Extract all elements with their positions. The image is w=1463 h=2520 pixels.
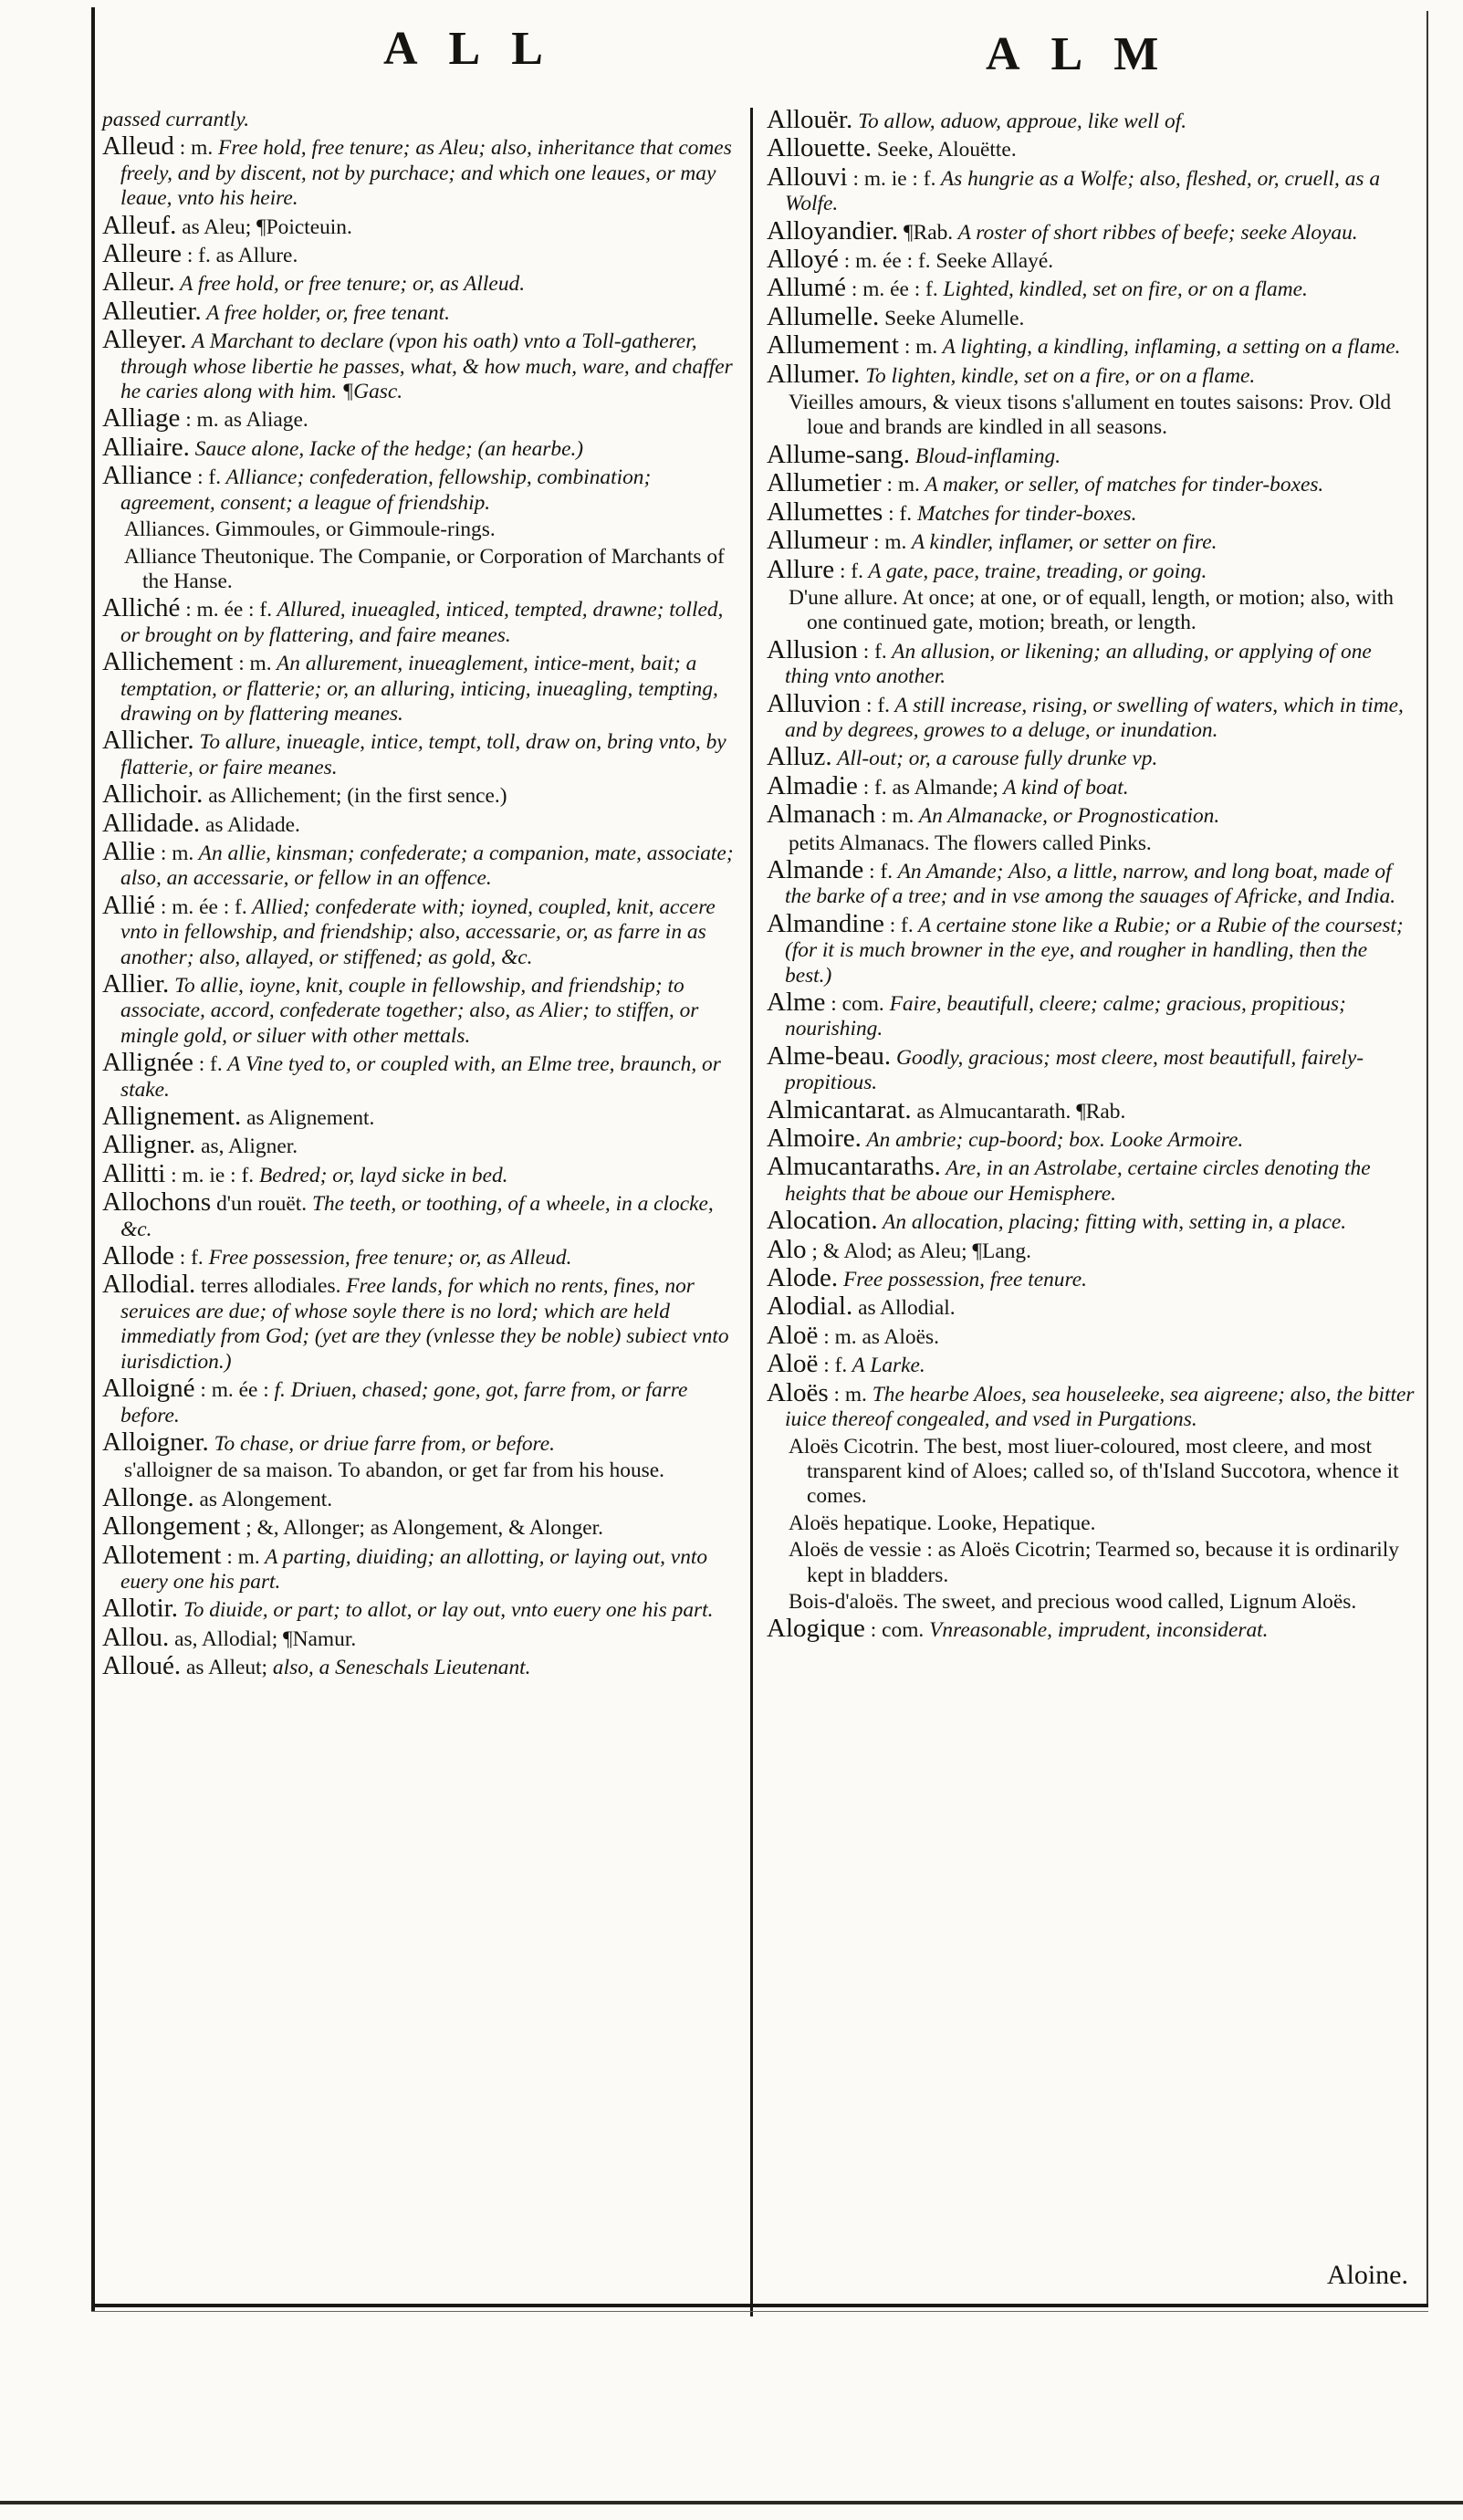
dictionary-entry (767, 391, 1419, 441)
dictionary-entry (767, 330, 1419, 361)
entry-definition: A parting, diuiding; an allotting, or laying out, vnto euery one his part. (120, 1544, 708, 1594)
dictionary-entry (767, 554, 1419, 584)
entry-headword: Allongement (102, 1511, 241, 1542)
entry-headword: Allié (102, 890, 155, 920)
entry-grammar: as Allichement; (in the first sence.) (203, 784, 507, 809)
entry-definition: Lighted, kindled, set on fire, or on a flame. (937, 277, 1308, 302)
dictionary-entry (767, 1538, 1419, 1588)
entry-definition: Free possession, free tenure. (838, 1268, 1087, 1292)
dictionary-entry (767, 468, 1419, 498)
entry-headword: Allouette. (767, 133, 873, 163)
dictionary-entry (767, 273, 1419, 303)
entry-headword: Allignement. (102, 1102, 242, 1132)
entry-grammar: terres allodiales. (195, 1274, 341, 1299)
dictionary-entry (102, 779, 741, 810)
dictionary-entry (767, 162, 1419, 217)
entry-definition: Allured, inueagled, inticed, tempted, drawne; tolled, or brought on by flattering, and faire meanes. (120, 598, 724, 647)
dictionary-entry (767, 990, 1419, 1042)
dictionary-entry (767, 1435, 1419, 1510)
entry-definition: A kind of boat. (998, 775, 1129, 800)
entry-headword: Allichement (102, 647, 234, 677)
dictionary-entry (767, 497, 1419, 527)
dictionary-entry (767, 802, 1419, 829)
entry-grammar: : f. as Allure. (181, 244, 298, 268)
entry-grammar: de sa maison. (212, 1459, 333, 1483)
entry-grammar: : f. (192, 465, 222, 490)
left-column (102, 108, 741, 1683)
dictionary-entry (767, 908, 1419, 988)
entry-definition: The hearbe Aloes, sea houseleeke, sea aigreene; also, the bitter iuice thereof congealed, and vsed in Purgations. (785, 1382, 1415, 1432)
entry-headword: Alleutier. (102, 296, 202, 326)
entry-grammar: d'un rouët. (211, 1192, 308, 1217)
entry-definition: All-out; or, a carouse fully drunke vp. (831, 747, 1158, 771)
entry-definition: Looke, Hepatique. (932, 1511, 1096, 1535)
dictionary-entry (102, 403, 741, 434)
dictionary-entry (767, 1126, 1419, 1153)
entry-headword: Allodial. (102, 1270, 196, 1300)
entry-headword: Allumer. (767, 359, 861, 389)
dictionary-entry (102, 1540, 741, 1595)
entry-headword: Almicantarat. (767, 1094, 912, 1124)
entry-definition: To allie, ioyne, knit, couple in fellowship, and friendship; to associate, accord, confederate together; also, as Alier; to stiffen, or mingle gold, or siluer with other mettals. (120, 974, 699, 1048)
dictionary-entry (102, 1482, 741, 1512)
entry-definition: At once; at one, or of equall, length, or motion; also, with one continued gate, motion; breath, or length. (807, 585, 1394, 635)
entry-grammar: Seeke Alumelle. (879, 306, 1025, 330)
entry-headword: Alleur. (102, 267, 175, 298)
entry-definition: The Companie, or Corporation of Marchants of the Hanse. (142, 544, 725, 593)
dictionary-entry (102, 593, 741, 648)
entry-definition: To abandon, or get far from his house. (332, 1459, 664, 1483)
dictionary-entry (767, 1094, 1419, 1124)
entry-headword: Aloës (789, 1511, 839, 1535)
dictionary-entry (767, 1152, 1419, 1207)
entry-headword: Alme-beau. (767, 1040, 892, 1071)
entry-headword: Allusion (767, 634, 858, 664)
entry-definition: A Larke. (847, 1354, 925, 1378)
dictionary-entry (102, 239, 741, 269)
entry-headword: Allumé (767, 273, 846, 303)
dictionary-entry (767, 247, 1419, 274)
entry-definition: A Vine tyed to, or coupled with, an Elme tree, braunch, or stake. (120, 1052, 721, 1102)
entry-headword: Alloué. (102, 1651, 182, 1681)
entry-definition: The sweet, and precious wood called, Lignum Aloës. (898, 1589, 1357, 1614)
entry-headword: Allonge. (102, 1482, 194, 1512)
entry-grammar: Vieilles amours, & vieux tisons s'allument en toutes saisons: Prov. (789, 391, 1354, 415)
entry-definition: Gimmoules, or Gimmoule-rings. (210, 518, 496, 542)
entry-headword: Allode (102, 1241, 174, 1271)
dictionary-entry (102, 647, 741, 727)
dictionary-entry (767, 215, 1419, 246)
entry-headword: Alliances. (124, 518, 211, 542)
dictionary-entry (767, 1349, 1419, 1379)
dictionary-entry (767, 1291, 1419, 1322)
entry-definition: also, a Seneschals Lieutenant. (267, 1656, 531, 1680)
dictionary-entry (102, 108, 741, 132)
entry-definition: An allie, kinsman; confederate; a companion, mate, associate; also, an accessarie, or fellow in an offence. (120, 841, 734, 891)
dictionary-entry (102, 432, 741, 462)
entry-headword: Aloës Cicotrin. (789, 1434, 919, 1459)
entry-grammar: : m. (221, 1544, 260, 1569)
dictionary-entry (767, 742, 1419, 772)
entry-headword: Alliage (102, 403, 181, 434)
entry-headword: Alligner. (102, 1130, 196, 1160)
entry-headword: Alocation. (767, 1206, 878, 1236)
entry-definition: Sauce alone, Iacke of the hedge; (an hearbe.) (189, 436, 584, 461)
entry-headword: Allie (102, 836, 155, 866)
entry-grammar: : m. (868, 530, 907, 555)
entry-headword: Aloë (767, 1349, 819, 1379)
entry-grammar: : m. (875, 804, 914, 829)
entry-grammar: : m. (155, 841, 194, 865)
entry-grammar: as Alongement. (193, 1487, 333, 1511)
entry-headword: Allitti (102, 1158, 166, 1188)
entry-grammar: : f. (863, 859, 893, 884)
entry-grammar: : m. ie : f. (165, 1163, 255, 1187)
dictionary-entry (102, 1130, 741, 1160)
entry-headword: Almoire. (767, 1124, 862, 1154)
entry-grammar: : as Aloës Cicotrin; (921, 1538, 1092, 1563)
entry-definition: A still increase, rising, or swelling of waters, which in time, and by degrees, growes to a deluge, or inundation. (785, 693, 1404, 742)
dictionary-entry (767, 1377, 1419, 1433)
entry-grammar: : m. ie : f. (847, 166, 936, 191)
right-column (767, 105, 1419, 1646)
entry-grammar: : m. (898, 335, 938, 360)
entry-headword: Aloë (767, 1320, 819, 1350)
entry-headword: Alluz. (767, 742, 832, 772)
entry-grammar: : m. ée : f. (155, 894, 247, 919)
entry-headword: Allumettes (767, 497, 883, 527)
dictionary-entry (102, 1511, 741, 1542)
entry-headword: Almandine (767, 908, 884, 938)
entry-grammar: : com. (825, 992, 884, 1016)
entry-grammar: ; &, Allonger; as Alongement, & Alonger. (240, 1516, 604, 1541)
entry-grammar: : m. (881, 473, 920, 497)
entry-definition: Allied; confederate with; ioyned, coupled, knit, accere vnto in fellowship, and friendship; also, accessarie, or, as farre in as another; also, allayed, or stiffened; as gold, &c. (120, 894, 716, 969)
dictionary-entry (102, 728, 741, 780)
dictionary-entry (767, 1234, 1419, 1264)
entry-definition: Free lands, for which no rents, fines, nor seruices are due; of whose soyle there is no lord; which are held immediatly from God; (yet are they (vnlesse they be noble) subiect vnto iurisdiction.) (120, 1274, 729, 1374)
entry-grammar: : f. (857, 639, 887, 664)
entry-headword: Alliance (102, 461, 193, 491)
entry-headword: Allichoir. (102, 779, 204, 810)
entry-definition: Old loue and brands are kindled in all seasons. (807, 391, 1392, 440)
entry-definition: To allow, aduow, approue, like well of. (852, 110, 1187, 133)
entry-headword: Alloyé (767, 245, 839, 275)
entry-definition: To lighten, kindle, set on a fire, or on a flame. (860, 363, 1256, 388)
entry-definition: The flowers called Pinks. (929, 831, 1152, 855)
entry-grammar: as Aleu; ¶Poicteuin. (176, 214, 352, 239)
dictionary-entry (102, 545, 741, 595)
entry-definition: A certaine stone like a Rubie; or a Rubie of the coursest; (for it is much browner in the eye, and rougher in handling, then the best.) (785, 913, 1404, 988)
entry-definition: passed currantly. (102, 108, 250, 131)
entry-headword: Allumement (767, 330, 899, 361)
entry-definition: A roster of short ribbes of beefe; seeke Aloyau. (953, 220, 1358, 245)
dictionary-entry (767, 359, 1419, 389)
dictionary-entry (102, 1622, 741, 1652)
dictionary-entry (767, 1263, 1419, 1293)
dictionary-entry (767, 1616, 1419, 1643)
entry-definition: Matches for tinder-boxes. (912, 501, 1137, 526)
entry-headword: Alode. (767, 1263, 839, 1293)
entry-definition: Bedred; or, layd sicke in bed. (254, 1163, 508, 1187)
entry-grammar: as Alleut; (181, 1656, 268, 1680)
dictionary-entry (102, 969, 741, 1049)
entry-definition: An Almanacke, or Prognostication. (914, 804, 1220, 829)
dictionary-entry (767, 688, 1419, 744)
entry-headword: Allumetier (767, 468, 882, 498)
dictionary-entry (102, 1596, 741, 1623)
entry-grammar: hepatique. (838, 1511, 933, 1535)
entry-definition: To allure, inueagle, intice, tempt, toll, draw on, bring vnto, by flatterie, or faire meanes. (120, 730, 726, 779)
running-head-left: ALL (383, 23, 574, 75)
entry-headword: Alliché (102, 593, 181, 623)
entry-grammar: : m. (828, 1382, 867, 1406)
dictionary-entry (767, 1511, 1419, 1536)
entry-definition: A free holder, or, free tenant. (201, 300, 450, 325)
entry-headword: Alme (767, 988, 826, 1017)
entry-headword: Almucantaraths. (767, 1152, 941, 1182)
dictionary-entry (767, 528, 1419, 555)
entry-grammar: as, Aligner. (195, 1135, 298, 1159)
catchword: Aloine. (1326, 2260, 1408, 2290)
entry-headword: Alogique (767, 1614, 865, 1644)
entry-definition: A lighting, a kindling, inflaming, a setting on a flame. (937, 335, 1401, 360)
entry-headword: s'alloigner (124, 1459, 213, 1483)
entry-grammar: : f. (883, 501, 913, 526)
entry-definition: An allurement, inueaglement, intice-ment, bait; a temptation, or flatterie; or, an alluring, inticing, inueagling, tempting, drawing on by flattering meanes. (120, 652, 718, 726)
bottom-border-rule (91, 2304, 1428, 2307)
entry-grammar: : m. (233, 652, 272, 676)
dictionary-entry (767, 634, 1419, 690)
dictionary-entry (767, 439, 1419, 469)
entry-definition: An ambrie; cup-boord; box. Looke Armoire. (861, 1128, 1244, 1153)
entry-definition: The teeth, or toothing, of a wheele, in a clocke, &c. (120, 1192, 714, 1241)
entry-headword: Alleure (102, 239, 182, 269)
dictionary-entry (102, 296, 741, 326)
entry-grammar: : f. (193, 1052, 223, 1077)
entry-definition: Bloud-inflaming. (910, 444, 1061, 468)
entry-definition: An allocation, placing; fitting with, setting in, a place. (877, 1210, 1347, 1235)
entry-grammar: ¶Rab. (898, 220, 954, 245)
entry-headword: Alleuf. (102, 210, 177, 240)
entry-headword: Alluvion (767, 688, 862, 718)
entry-grammar: : m. ée : (194, 1378, 269, 1403)
entry-headword: D'une allure. (789, 585, 898, 610)
entry-headword: Allure (767, 554, 835, 584)
dictionary-entry (767, 586, 1419, 636)
entry-headword: Allignée (102, 1048, 193, 1078)
entry-headword: Alodial. (767, 1291, 853, 1322)
entry-definition: Vnreasonable, imprudent, inconsiderat. (924, 1618, 1269, 1643)
entry-headword: Aloës (767, 1377, 829, 1407)
running-head-right: ALM (986, 28, 1190, 80)
entry-definition: The best, most liuer-coloured, most cleere, and most transparent kind of Aloes; called so, of th'Island Succotora, whence it comes. (807, 1434, 1399, 1509)
dictionary-entry (767, 1040, 1419, 1096)
entry-headword: Alloyandier. (767, 215, 899, 246)
entry-headword: Allier. (102, 969, 170, 999)
dictionary-entry (102, 1651, 741, 1681)
entry-headword: Almande (767, 854, 864, 884)
entry-grammar: : f. (883, 913, 914, 937)
dictionary-entry (767, 1590, 1419, 1615)
entry-headword: Allochons (102, 1187, 212, 1218)
bottom-border-rule-thin (91, 2311, 1428, 2312)
entry-headword: Allouër. (767, 105, 853, 134)
dictionary-entry (102, 461, 741, 516)
entry-definition: A Marchant to declare (vpon his oath) vnto a Toll-gatherer, through whose libertie he passes, what, & how much, ware, and chaffer he caries along with him. ¶Gasc. (120, 329, 733, 404)
entry-definition: An Amande; Also, a little, narrow, and long boat, made of the barke of a tree; and in vse among the sauages of Africke, and India. (785, 859, 1396, 909)
entry-definition: Faire, beautifull, cleere; calme; gracious, propitious; nourishing. (785, 992, 1346, 1041)
entry-headword: Alliance Theutonique. (124, 544, 315, 569)
entry-definition: Alliance; confederation, fellowship, combination; agreement, consent; a league of friendship. (120, 465, 652, 515)
entry-grammar: : f. (173, 1246, 204, 1270)
right-border-rule (1426, 11, 1428, 2306)
dictionary-entry (767, 770, 1419, 800)
entry-headword: Allumeur (767, 526, 869, 556)
entry-headword: Alloigner. (102, 1427, 209, 1457)
column-divider-rule (750, 108, 753, 2316)
entry-definition: To diuide, or part; to allot, or lay out, vnto euery one his part. (177, 1598, 714, 1623)
dictionary-entry (102, 1048, 741, 1103)
dictionary-entry (102, 1376, 741, 1428)
entry-grammar: : com. (864, 1618, 925, 1643)
dictionary-entry (102, 1427, 741, 1457)
entry-grammar: : m. ée : f. Seeke Allayé. (838, 249, 1054, 274)
entry-headword: Allicher. (102, 726, 194, 756)
left-border-rule (91, 7, 95, 2312)
entry-grammar: as Almucantarath. ¶Rab. (911, 1099, 1126, 1124)
entry-headword: Allou. (102, 1622, 170, 1652)
entry-definition: f. Driuen, chased; gone, got, farre from, or farre before. (120, 1378, 688, 1427)
dictionary-entry (102, 1158, 741, 1188)
dictionary-entry (767, 854, 1419, 910)
entry-grammar: : f. (861, 693, 890, 717)
dictionary-entry (102, 131, 741, 211)
entry-headword: Allumelle. (767, 301, 880, 331)
entry-headword: Bois-d'aloës. (789, 1589, 899, 1614)
entry-headword: Allotement (102, 1540, 222, 1570)
dictionary-entry (102, 1241, 741, 1271)
entry-grammar: : m. as Aliage. (180, 408, 308, 433)
dictionary-entry (102, 267, 741, 298)
dictionary-entry (102, 325, 741, 404)
entry-headword: Allume-sang. (767, 439, 911, 469)
entry-headword: Aloës de vessie (789, 1538, 922, 1563)
dictionary-entry (767, 301, 1419, 331)
entry-definition: Free hold, free tenure; as Aleu; also, inheritance that comes freely, and by discent, not by purchace; and which one leaues, or may leaue, vnto his heire. (120, 136, 732, 211)
dictionary-entry (102, 808, 741, 838)
dictionary-entry (767, 831, 1419, 856)
dictionary-entry (102, 836, 741, 892)
entry-grammar: : m. ée : f. (846, 277, 938, 302)
entry-headword: petits Almanacs. (789, 831, 930, 855)
dictionary-entry (102, 1459, 741, 1483)
entry-headword: Allidade. (102, 808, 201, 838)
dictionary-entry (102, 1272, 741, 1375)
entry-headword: Alleud (102, 131, 174, 162)
entry-grammar: : f. as Almande; (857, 775, 998, 800)
entry-grammar: : f. (818, 1354, 848, 1378)
entry-grammar: ; & Alod; as Aleu; ¶Lang. (806, 1239, 1031, 1263)
entry-headword: Allouvi (767, 162, 848, 192)
entry-headword: Allotir. (102, 1594, 178, 1624)
entry-headword: Almanach (767, 800, 876, 830)
entry-grammar: as Alidade. (200, 812, 300, 837)
entry-definition: A free hold, or free tenure; or, as Alleud. (174, 272, 526, 297)
entry-definition: Goodly, gracious; most cleere, most beautifull, fairely-propitious. (785, 1045, 1364, 1095)
entry-definition: An allusion, or likening; an alluding, or applying of one thing vnto another. (785, 639, 1372, 689)
entry-headword: Alloigné (102, 1374, 195, 1404)
entry-headword: Alliaire. (102, 432, 190, 462)
dictionary-entry (102, 518, 741, 542)
page-bottom-edge (0, 2501, 1463, 2504)
dictionary-entry (767, 1320, 1419, 1350)
entry-grammar: : m. ée : f. (180, 598, 273, 622)
entry-definition: A maker, or seller, of matches for tinder-boxes. (919, 473, 1324, 497)
entry-grammar: as Alignement. (241, 1106, 375, 1131)
entry-grammar: as, Allodial; ¶Namur. (169, 1626, 357, 1651)
dictionary-entry (102, 890, 741, 970)
dictionary-entry (102, 1104, 741, 1131)
entry-grammar: : m. (173, 136, 214, 161)
entry-definition: To chase, or driue farre from, or before. (208, 1431, 556, 1456)
entry-headword: Alo (767, 1234, 807, 1264)
dictionary-entry (767, 105, 1419, 134)
entry-grammar: Seeke, Alouëtte. (872, 138, 1017, 162)
entry-grammar: as Allodial. (852, 1296, 956, 1321)
entry-headword: Alleyer. (102, 325, 187, 355)
entry-definition: Tearmed so, because it is ordinarily kept in bladders. (807, 1538, 1399, 1587)
dictionary-entry (102, 1187, 741, 1242)
dictionary-entry (767, 1208, 1419, 1235)
entry-definition: Are, in an Astrolabe, certaine circles denoting the heights that be aboue our Hemisphere. (785, 1156, 1371, 1206)
entry-grammar: : f. (834, 559, 863, 583)
entry-definition: A gate, pace, traine, treading, or going. (862, 559, 1207, 583)
dictionary-entry (767, 133, 1419, 163)
entry-definition: A kindler, inflamer, or setter on fire. (906, 530, 1217, 555)
dictionary-entry (102, 210, 741, 240)
entry-definition: Free possession, free tenure; or, as Alleud. (203, 1246, 572, 1270)
entry-definition: As hungrie as a Wolfe; also, fleshed, or, cruell, as a Wolfe. (785, 166, 1381, 216)
entry-headword: Almadie (767, 770, 858, 800)
entry-grammar: : m. as Aloës. (818, 1324, 939, 1349)
